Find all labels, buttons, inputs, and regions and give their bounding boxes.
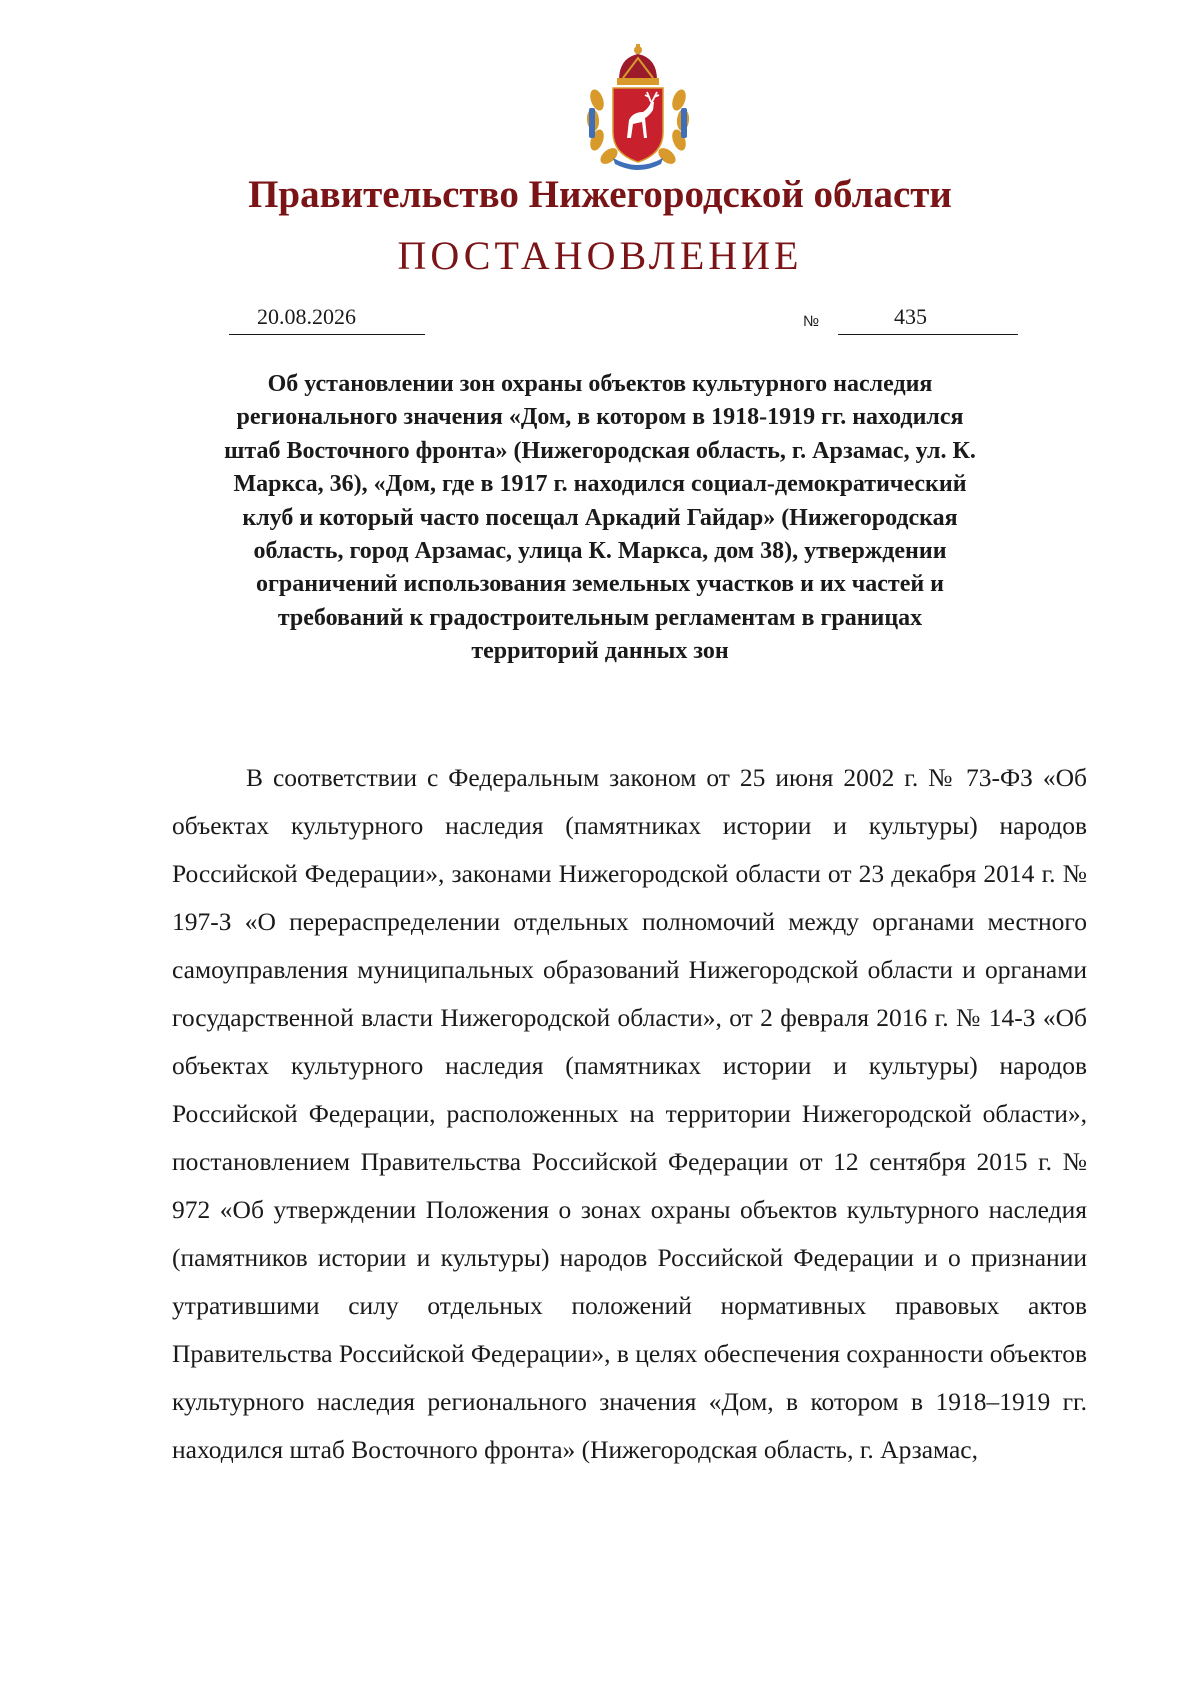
document-type: ПОСТАНОВЛЕНИЕ bbox=[397, 233, 803, 278]
document-body: В соответствии с Федеральным законом от 25 июня 2002 г. № 73-ФЗ «Об объектах культурного наследия (памятниках истории и культуры) народов Российской Федерации», законами Нижегородской области от 23 декабря 2014 г. № 197-З «О перераспределении отдельных полномочий между органами местного самоуправления муниципальных образований Нижегородской области и органами государственной власти Нижегородской области», от 2 февраля 2016 г. № 14-З «Об объектах культурного наследия (памятниках истории и культуры) народов Российской Федерации, расположенных на территории Нижегородской области», постановлением Правительства Российской Федерации от 12 сентября 2015 г. № 972 «Об утверждении Положения о зонах охраны объектов культурного наследия (памятников истории и культуры) народов Российской Федерации и о признании утратившими силу отдельных положений нормативных правовых актов Правительства Российской Федерации», в целях обеспечения сохранности объектов культурного наследия регионального значения «Дом, в котором в 1918–1919 гг. находился штаб Восточного фронта» (Нижегородская область, г. Арзамас, bbox=[172, 763, 1087, 1464]
document-number-field bbox=[838, 304, 1018, 335]
document-date: 20.08.2026 bbox=[257, 304, 356, 329]
document-subject: Об установлении зон охраны объектов культурного наследия регионального значения «Дом, в котором в 1918-1919 гг. находился штаб Восточного фронта» (Нижегородская область, г. Арзамас, ул. К. Маркса, 36), «Дом, где в 1917 г. находился социал-демократический клуб и который часто посещал Аркадий Гайдар» (Нижегородская область, город Арзамас, улица К. Маркса, дом 38), утверждении ограничений использования земельных участков и их частей и требований к градостроительным регламентам в границах территорий данных зон bbox=[224, 371, 976, 665]
organization-title: Правительство Нижегородской области bbox=[248, 173, 952, 216]
document-date-field bbox=[229, 304, 425, 335]
coat-of-arms-icon bbox=[583, 40, 693, 170]
number-label: № bbox=[803, 313, 820, 330]
document-number: 435 bbox=[894, 304, 927, 329]
